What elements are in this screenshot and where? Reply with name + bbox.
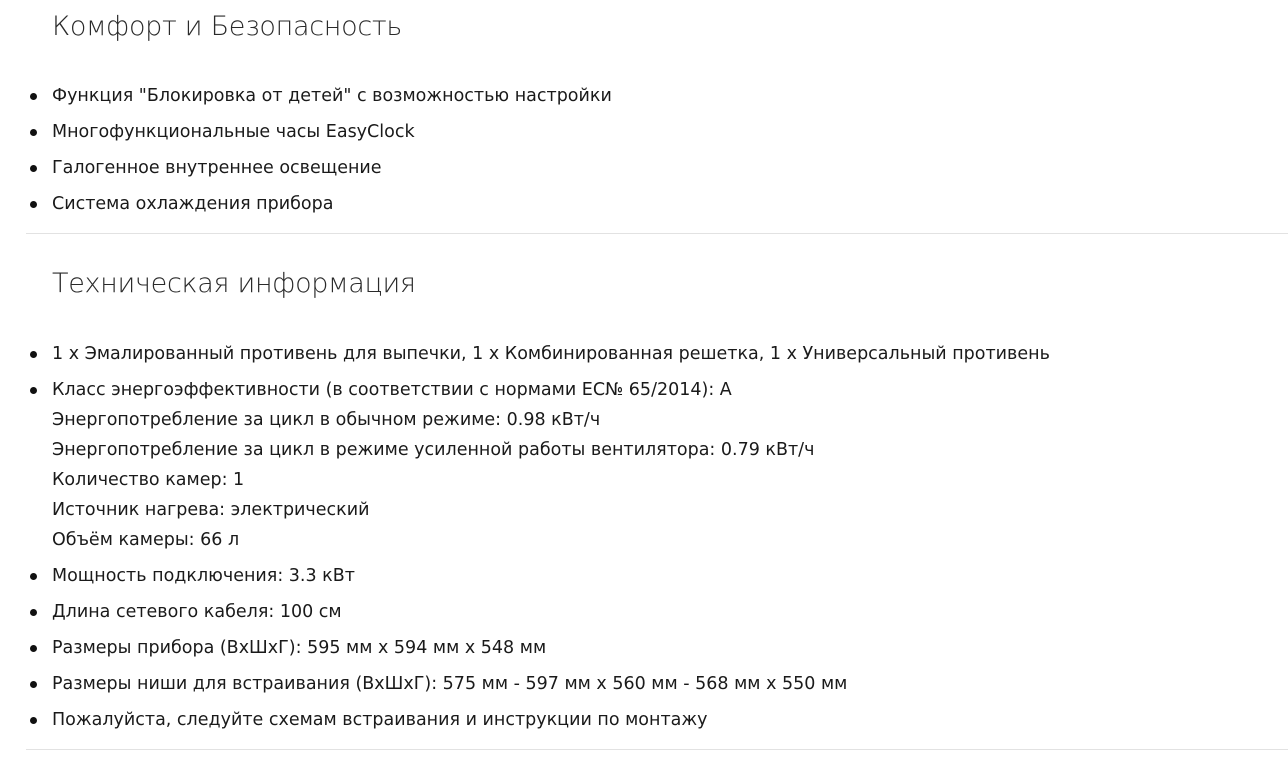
list-item-text: 1 x Эмалированный противень для выпечки, 1 x Комбинированная решетка, 1 x Универсальный противень [52,344,1050,364]
list-item-text: Галогенное внутреннее освещение [52,158,382,178]
list-item-text: Многофункциональные часы EasyClock [52,122,415,142]
list-item-text: Энергопотребление за цикл в обычном режиме: 0.98 кВт/ч [52,410,601,430]
list-item [0,561,1050,591]
list-item-text: Объём камеры: 66 л [52,530,240,550]
technical-spec-list [0,339,1050,741]
list-item-text: Функция "Блокировка от детей" с возможностью настройки [52,86,612,106]
list-item-text: Источник нагрева: электрический [52,500,370,520]
list-item [0,705,1050,735]
list-item [0,597,1050,627]
list-item-text: Размеры ниши для встраивания (ВxШxГ): 575 мм - 597 мм x 560 мм - 568 мм x 550 мм [52,674,848,694]
bullet-icon [30,609,37,616]
list-item [0,339,1050,369]
list-item [0,81,612,111]
list-item [0,669,1050,699]
list-item-text: Пожалуйста, следуйте схемам встраивания и инструкции по монтажу [52,710,708,730]
list-item [0,633,1050,663]
bullet-icon [30,129,37,136]
bullet-icon [30,201,37,208]
bullet-icon [30,387,37,394]
bullet-icon [30,351,37,358]
bullet-icon [30,165,37,172]
list-item-text: Энергопотребление за цикл в режиме усиленной работы вентилятора: 0.79 кВт/ч [52,440,815,460]
bullet-icon [30,93,37,100]
comfort-section-title: Комфорт и Безопасность [52,11,403,42]
list-item [0,117,612,147]
list-item [0,189,612,219]
list-item-text: Мощность подключения: 3.3 кВт [52,566,355,586]
list-item-text: Система охлаждения прибора [52,194,334,214]
list-item [0,375,1050,555]
list-item-text: Размеры прибора (ВxШxГ): 595 мм x 594 мм x 548 мм [52,638,547,658]
list-item [0,153,612,183]
list-item-text: Класс энергоэффективности (в соответствии с нормами EC№ 65/2014): A [52,380,732,400]
technical-section-title: Техническая информация [52,268,416,299]
bullet-icon [30,573,37,580]
section-divider [26,233,1288,234]
comfort-feature-list [0,81,612,225]
section-divider [26,749,1288,750]
list-item-text: Количество камер: 1 [52,470,245,490]
bullet-icon [30,645,37,652]
bullet-icon [30,681,37,688]
list-item-text: Длина сетевого кабеля: 100 см [52,602,342,622]
bullet-icon [30,717,37,724]
